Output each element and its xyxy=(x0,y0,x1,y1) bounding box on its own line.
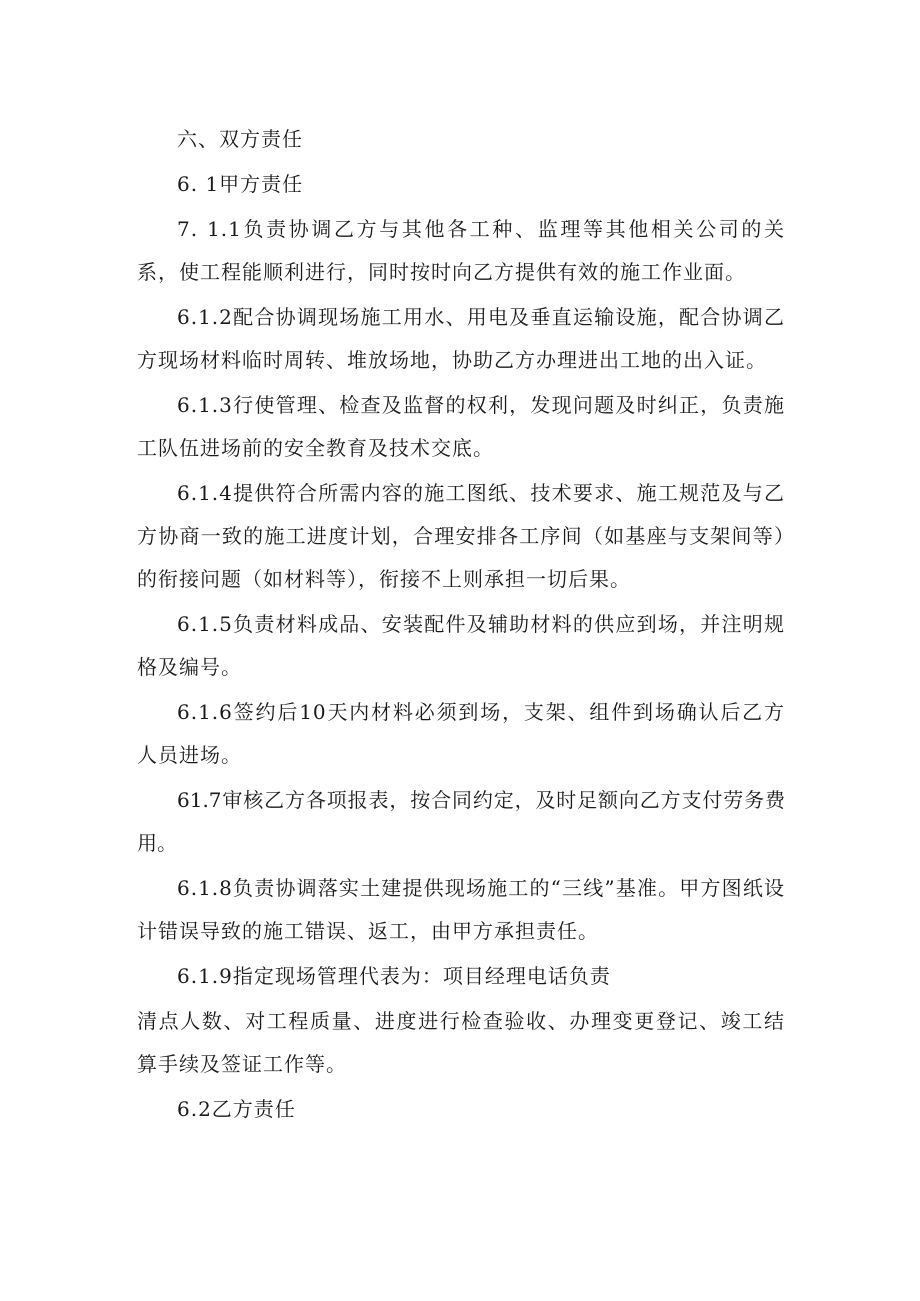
document-body xyxy=(137,118,785,1133)
subsection-title-party-a: 6. 1甲方责任 xyxy=(177,172,304,196)
clause-paragraph: 6.1.2配合协调现场施工用水、用电及垂直运输设施，配合协调乙方现场材料临时周转、堆放场地，协助乙方办理进出工地的出入证。 xyxy=(137,305,785,372)
clause-paragraph: 7. 1.1负责协调乙方与其他各工种、监理等其他相关公司的关系，使工程能顺利进行，同时按时向乙方提供有效的施工作业面。 xyxy=(137,217,785,284)
clause-paragraph: 6.1.4提供符合所需内容的施工图纸、技术要求、施工规范及与乙方协商一致的施工进度计划，合理安排各工序间（如基座与支架间等）的衔接问题（如材料等），衔接不上则承担一切后果。 xyxy=(137,481,785,591)
subsection-title-party-b: 6.2乙方责任 xyxy=(177,1097,296,1121)
clause-paragraph: 6.1.5负责材料成品、安装配件及辅助材料的供应到场，并注明规格及编号。 xyxy=(137,612,785,679)
clause-paragraph: 61.7审核乙方各项报表，按合同约定，及时足额向乙方支付劳务费用。 xyxy=(137,788,785,855)
section-heading: 六、双方责任 xyxy=(177,127,303,151)
clause-paragraph: 6.1.6签约后10天内材料必须到场，支架、组件到场确认后乙方人员进场。 xyxy=(137,700,785,767)
clause-paragraph: 6.1.3行使管理、检查及监督的权利，发现问题及时纠正，负责施工队伍进场前的安全教育及技术交底。 xyxy=(137,393,785,460)
clause-paragraph: 6.1.8负责协调落实土建提供现场施工的“三线”基准。甲方图纸设计错误导致的施工错误、返工，由甲方承担责任。 xyxy=(137,876,785,943)
clause-paragraph: 6.1.9指定现场管理代表为：项目经理电话负责 xyxy=(177,964,611,988)
clause-continuation: 清点人数、对工程质量、进度进行检查验收、办理变更登记、竣工结算手续及签证工作等。 xyxy=(137,1009,785,1076)
